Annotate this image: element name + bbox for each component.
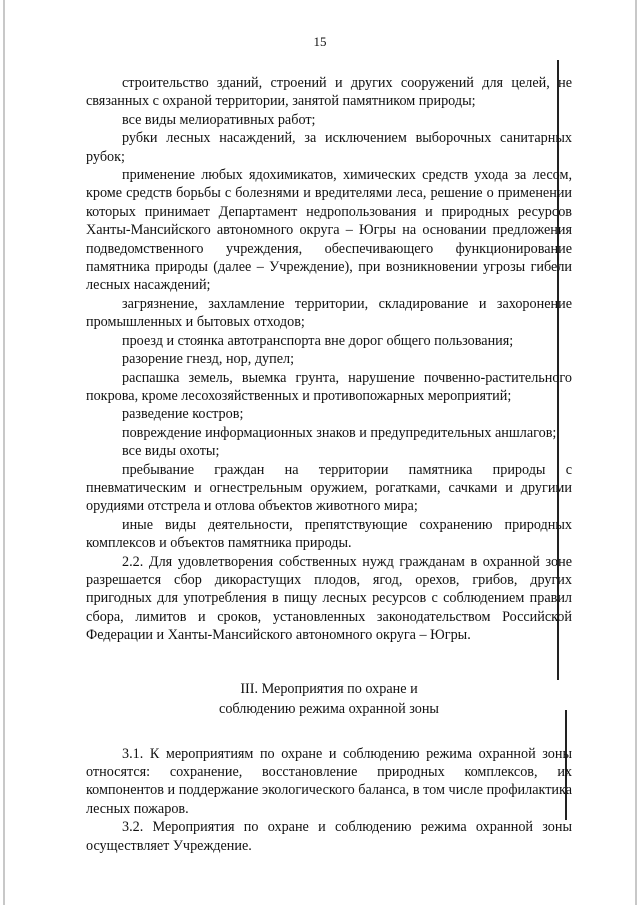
paragraph: повреждение информационных знаков и предупредительных аншлагов; bbox=[122, 424, 557, 441]
paragraph: пребывание граждан на территории памятника природы с пневматическим и огнестрельным оружием, рогатками, сачками и другими орудиями отстрела и отлова объектов животного мира; bbox=[86, 461, 572, 515]
paragraph: 3.2. Мероприятия по охране и соблюдению режима охранной зоны осуществляет Учреждение. bbox=[86, 819, 572, 854]
paragraph: применение любых ядохимикатов, химических средств ухода за лесом, кроме средств борьбы с болезнями и вредителями леса, решение о применении которых принимает Департамент недропользования и природных ресурсов Ханты-Мансийского автономного округа – Югры на основании предложения подведомственного учреждения, обеспечивающего функционирование памятника природы (далее – Учреждение), при возникновении угрозы гибели лесных насаждений; bbox=[86, 167, 572, 294]
paragraph: разорение гнезд, нор, дупел; bbox=[122, 351, 295, 368]
section-heading bbox=[86, 679, 572, 719]
paragraph: 3.1. К мероприятиям по охране и соблюдению режима охранной зоны относятся: сохранение, восстановление природных комплексов, их компонентов и поддержание экологического баланса, в том числе профилактика лесных пожаров. bbox=[86, 745, 572, 817]
document-body bbox=[86, 74, 572, 855]
paragraph: иные виды деятельности, препятствующие сохранению природных комплексов и объектов памятника природы. bbox=[86, 516, 572, 552]
section-heading-line: соблюдению режима охранной зоны bbox=[219, 700, 439, 717]
paragraph: распашка земель, выемка грунта, нарушение почвенно-растительного покрова, кроме лесохозяйственных и противопожарных мероприятий; bbox=[86, 369, 572, 404]
paragraph: рубки лесных насаждений, за исключением выборочных санитарных рубок; bbox=[86, 130, 572, 165]
page-number: 15 bbox=[313, 34, 327, 49]
measures-section bbox=[86, 745, 572, 855]
section-heading-line: III. Мероприятия по охране и bbox=[240, 680, 418, 697]
scan-edge-right bbox=[635, 0, 637, 905]
paragraph: строительство зданий, строений и других сооружений для целей, не связанных с охраной территории, занятой памятником природы; bbox=[86, 75, 572, 110]
scan-edge-left bbox=[3, 0, 5, 905]
paragraph: загрязнение, захламление территории, складирование и захоронение промышленных и бытовых отходов; bbox=[86, 295, 572, 331]
paragraph: 2.2. Для удовлетворения собственных нужд гражданам в охранной зоне разрешается сбор дикорастущих плодов, ягод, орехов, грибов, других пригодных для употребления в пищу лесных ресурсов с соблюдением правил сбора, лимитов и сроков, установленных законодательством Российской Федерации и Ханты-Мансийского автономного округа – Югры. bbox=[86, 553, 572, 644]
paragraph: все виды мелиоративных работ; bbox=[122, 111, 316, 128]
restrictions-list bbox=[86, 74, 572, 645]
paragraph: все виды охоты; bbox=[122, 443, 220, 460]
paragraph: разведение костров; bbox=[122, 406, 244, 423]
paragraph: проезд и стоянка автотранспорта вне дорог общего пользования; bbox=[122, 332, 514, 349]
